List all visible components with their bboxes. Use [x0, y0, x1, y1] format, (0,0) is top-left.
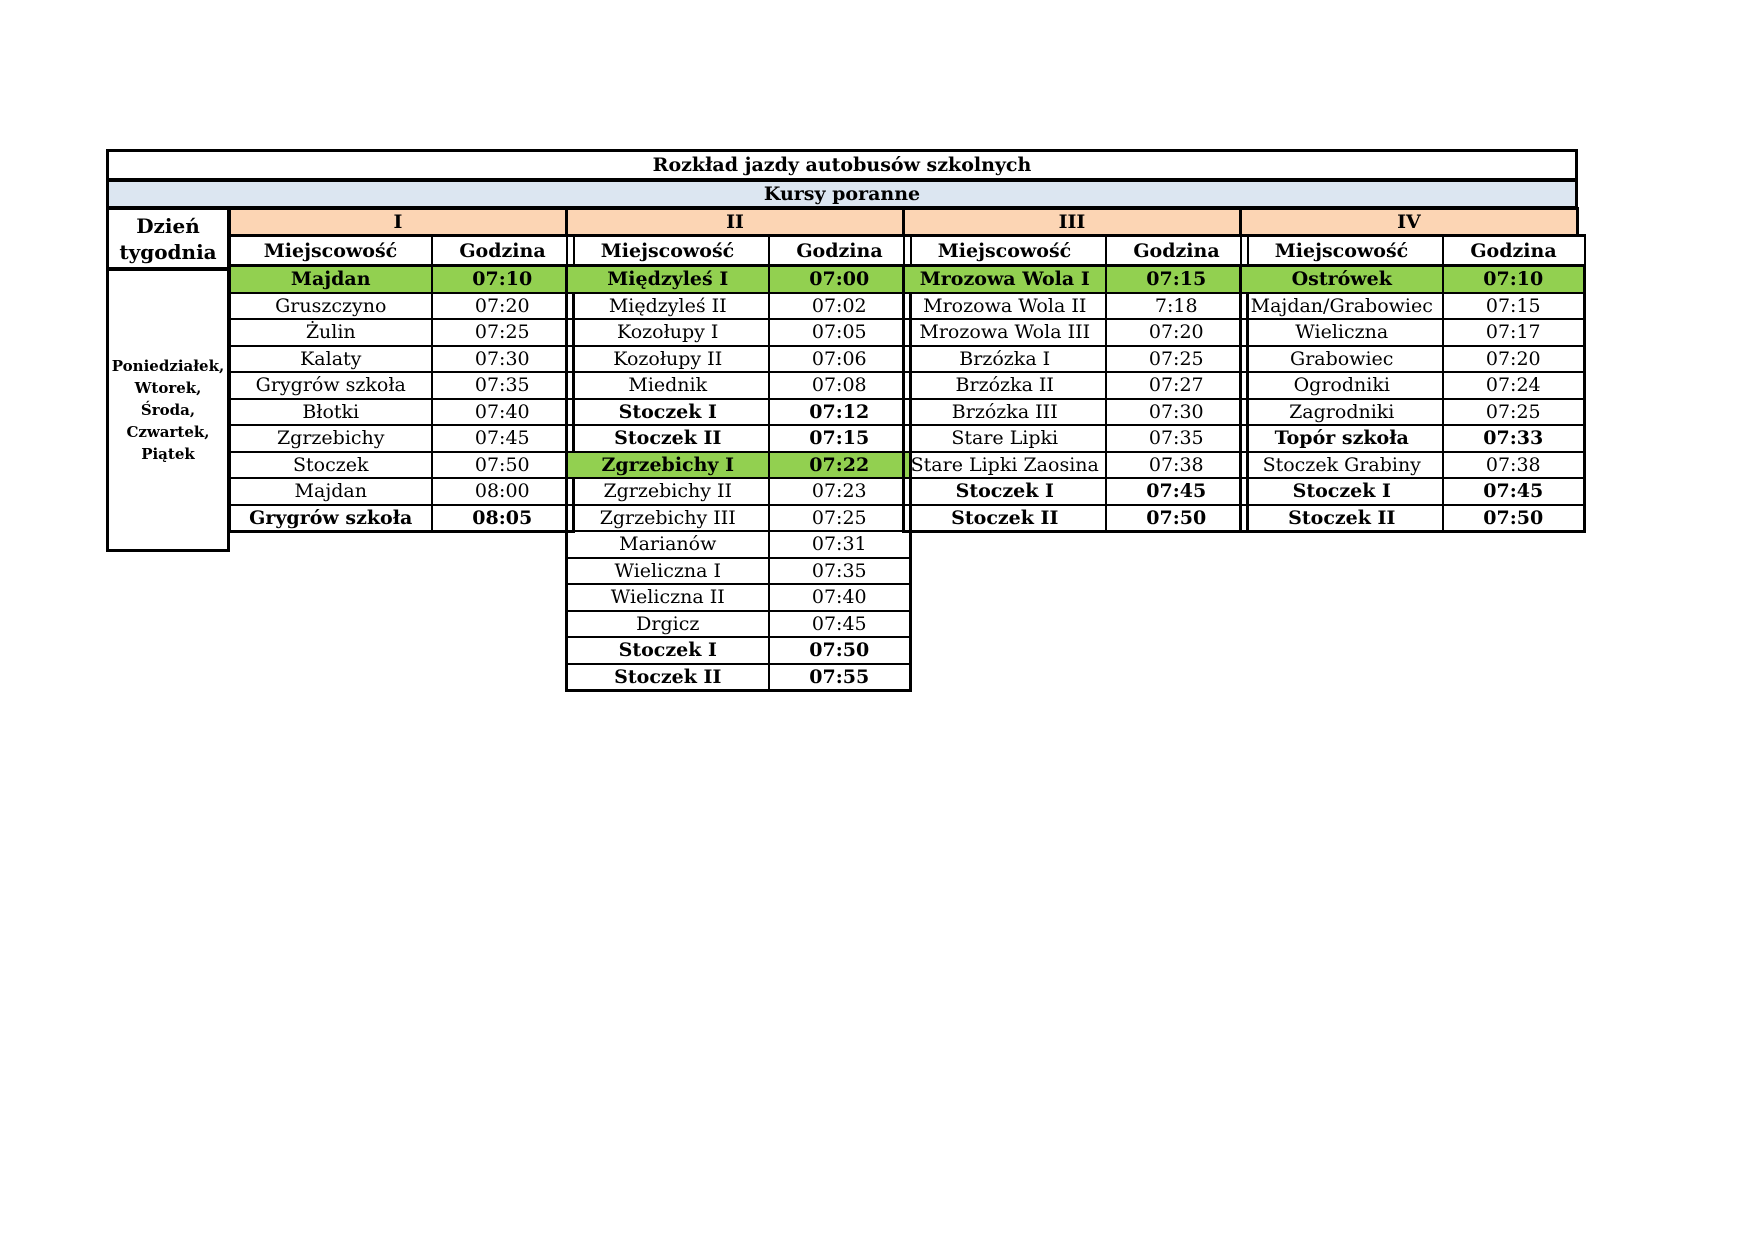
stop-place: Międzyleś I: [567, 266, 769, 293]
stop-place: Zgrzebichy I: [567, 452, 769, 479]
stop-place: Wieliczna: [1241, 319, 1443, 346]
table-row: [567, 452, 911, 479]
stop-time: 07:33: [1443, 425, 1585, 452]
column-header-row: [1241, 236, 1585, 266]
stop-time: 07:27: [1106, 372, 1248, 399]
stop-time: 07:15: [769, 425, 911, 452]
route-stops-table: [228, 234, 575, 533]
stop-place: Drgicz: [567, 611, 769, 638]
table-row: [1241, 505, 1585, 532]
stop-time: 07:17: [1443, 319, 1585, 346]
stop-place: Stoczek II: [567, 664, 769, 691]
stop-place: Ostrówek: [1241, 266, 1443, 293]
route-header: II: [565, 207, 905, 237]
stop-time: 08:05: [432, 505, 574, 532]
timetable-title: Rozkład jazdy autobusów szkolnych: [106, 149, 1578, 181]
table-row: [567, 505, 911, 532]
stop-time: 07:23: [769, 478, 911, 505]
timetable-subtitle: Kursy poranne: [106, 179, 1578, 209]
table-row: [904, 425, 1248, 452]
stop-time: 07:31: [769, 531, 911, 558]
stop-time: 07:40: [432, 399, 574, 426]
route-I: [228, 207, 568, 533]
table-row: [230, 266, 574, 293]
stop-place: Ogrodniki: [1241, 372, 1443, 399]
stop-time: 07:15: [1106, 266, 1248, 293]
table-row: [230, 372, 574, 399]
stop-time: 07:06: [769, 346, 911, 373]
stop-time: 07:12: [769, 399, 911, 426]
table-row: [567, 584, 911, 611]
table-row: [230, 399, 574, 426]
column-header-row: [904, 236, 1248, 266]
table-row: [1241, 319, 1585, 346]
stop-time: 07:50: [1106, 505, 1248, 532]
table-row: [567, 293, 911, 320]
day-of-week-header-label: Dzień tygodnia: [119, 213, 217, 264]
stop-time: 07:30: [432, 346, 574, 373]
stop-place: Stoczek I: [567, 399, 769, 426]
route-stops-table: [1239, 234, 1586, 533]
stop-place: Grabowiec: [1241, 346, 1443, 373]
stop-time: 07:50: [432, 452, 574, 479]
table-row: [230, 293, 574, 320]
stop-time: 07:15: [1443, 293, 1585, 320]
table-row: [904, 399, 1248, 426]
route-III: [902, 207, 1242, 533]
column-header-place: Miejscowość: [904, 236, 1106, 266]
route-stops-table: [902, 234, 1249, 533]
table-row: [567, 372, 911, 399]
stop-time: 07:35: [432, 372, 574, 399]
stop-place: Stoczek I: [904, 478, 1106, 505]
table-row: [567, 637, 911, 664]
stop-place: Stoczek I: [1241, 478, 1443, 505]
stop-time: 08:00: [432, 478, 574, 505]
route-II: [565, 207, 905, 692]
column-header-row: [230, 236, 574, 266]
stop-time: 07:45: [769, 611, 911, 638]
stop-place: Zgrzebichy: [230, 425, 432, 452]
stop-time: 07:22: [769, 452, 911, 479]
stop-place: Zgrzebichy II: [567, 478, 769, 505]
stop-place: Kozołupy I: [567, 319, 769, 346]
stop-time: 07:55: [769, 664, 911, 691]
stop-place: Brzózka II: [904, 372, 1106, 399]
stop-place: Grygrów szkoła: [230, 505, 432, 532]
table-row: [567, 611, 911, 638]
table-row: [230, 346, 574, 373]
stop-place: Stoczek Grabiny: [1241, 452, 1443, 479]
stop-place: Majdan/Grabowiec: [1241, 293, 1443, 320]
table-row: [230, 452, 574, 479]
stop-place: Żulin: [230, 319, 432, 346]
stop-time: 07:30: [1106, 399, 1248, 426]
stop-time: 07:38: [1106, 452, 1248, 479]
table-row: [230, 478, 574, 505]
table-row: [904, 319, 1248, 346]
table-row: [567, 346, 911, 373]
stop-time: 07:10: [432, 266, 574, 293]
stop-time: 07:20: [1106, 319, 1248, 346]
table-row: [904, 266, 1248, 293]
stop-place: Miednik: [567, 372, 769, 399]
stop-place: Zagrodniki: [1241, 399, 1443, 426]
stop-time: 07:10: [1443, 266, 1585, 293]
table-row: [904, 452, 1248, 479]
stop-time: 07:25: [1443, 399, 1585, 426]
stop-place: Międzyleś II: [567, 293, 769, 320]
column-header-row: [567, 236, 911, 266]
stop-place: Stoczek: [230, 452, 432, 479]
stop-place: Zgrzebichy III: [567, 505, 769, 532]
stop-place: Kalaty: [230, 346, 432, 373]
stop-time: 07:25: [432, 319, 574, 346]
table-row: [230, 425, 574, 452]
stop-time: 07:40: [769, 584, 911, 611]
route-header: IV: [1239, 207, 1579, 237]
stop-place: Majdan: [230, 266, 432, 293]
stop-time: 07:50: [769, 637, 911, 664]
stop-place: Stoczek II: [1241, 505, 1443, 532]
table-row: [567, 266, 911, 293]
table-row: [1241, 425, 1585, 452]
column-header-place: Miejscowość: [1241, 236, 1443, 266]
table-row: [904, 372, 1248, 399]
table-row: [1241, 266, 1585, 293]
column-header-time: Godzina: [1443, 236, 1585, 266]
column-header-time: Godzina: [769, 236, 911, 266]
table-row: [230, 505, 574, 532]
stop-time: 07:24: [1443, 372, 1585, 399]
stop-time: 07:00: [769, 266, 911, 293]
stop-time: 07:35: [769, 558, 911, 585]
stop-place: Grygrów szkoła: [230, 372, 432, 399]
column-header-place: Miejscowość: [230, 236, 432, 266]
stop-time: 07:02: [769, 293, 911, 320]
stop-place: Wieliczna II: [567, 584, 769, 611]
column-header-time: Godzina: [432, 236, 574, 266]
table-row: [1241, 399, 1585, 426]
stop-place: Kozołupy II: [567, 346, 769, 373]
stop-place: Wieliczna I: [567, 558, 769, 585]
table-row: [230, 319, 574, 346]
stop-place: Majdan: [230, 478, 432, 505]
stop-time: 07:50: [1443, 505, 1585, 532]
table-row: [1241, 372, 1585, 399]
stop-place: Topór szkoła: [1241, 425, 1443, 452]
table-row: [567, 531, 911, 558]
table-row: [567, 319, 911, 346]
stop-time: 07:35: [1106, 425, 1248, 452]
stop-time: 07:45: [1443, 478, 1585, 505]
stop-time: 07:25: [769, 505, 911, 532]
table-row: [1241, 293, 1585, 320]
table-row: [1241, 452, 1585, 479]
stop-place: Marianów: [567, 531, 769, 558]
stop-time: 07:45: [432, 425, 574, 452]
route-header: III: [902, 207, 1242, 237]
stop-time: 07:20: [432, 293, 574, 320]
stop-time: 07:05: [769, 319, 911, 346]
column-header-time: Godzina: [1106, 236, 1248, 266]
stop-place: Gruszczyno: [230, 293, 432, 320]
stop-time: 07:20: [1443, 346, 1585, 373]
table-row: [904, 293, 1248, 320]
table-row: [1241, 478, 1585, 505]
stop-place: Stoczek II: [567, 425, 769, 452]
day-of-week-header: [106, 207, 230, 270]
days-label: Poniedziałek, Wtorek, Środa, Czwartek, Piątek: [111, 357, 225, 463]
stop-time: 7:18: [1106, 293, 1248, 320]
table-row: [1241, 346, 1585, 373]
table-row: [904, 505, 1248, 532]
route-stops-table: [565, 234, 912, 692]
stop-place: Mrozowa Wola I: [904, 266, 1106, 293]
table-row: [904, 346, 1248, 373]
stop-place: Błotki: [230, 399, 432, 426]
column-header-place: Miejscowość: [567, 236, 769, 266]
table-row: [904, 478, 1248, 505]
table-row: [567, 558, 911, 585]
table-row: [567, 425, 911, 452]
table-row: [567, 399, 911, 426]
stop-place: Brzózka I: [904, 346, 1106, 373]
table-row: [567, 664, 911, 691]
stop-place: Stoczek II: [904, 505, 1106, 532]
stop-place: Mrozowa Wola III: [904, 319, 1106, 346]
stop-time: 07:25: [1106, 346, 1248, 373]
route-IV: [1239, 207, 1579, 533]
stop-place: Stare Lipki: [904, 425, 1106, 452]
stop-place: Mrozowa Wola II: [904, 293, 1106, 320]
stop-time: 07:38: [1443, 452, 1585, 479]
stop-place: Stare Lipki Zaosina: [904, 452, 1106, 479]
table-row: [567, 478, 911, 505]
route-header: I: [228, 207, 568, 237]
days-cell: [106, 268, 230, 552]
stop-place: Stoczek I: [567, 637, 769, 664]
stop-time: 07:45: [1106, 478, 1248, 505]
stop-place: Brzózka III: [904, 399, 1106, 426]
stop-time: 07:08: [769, 372, 911, 399]
